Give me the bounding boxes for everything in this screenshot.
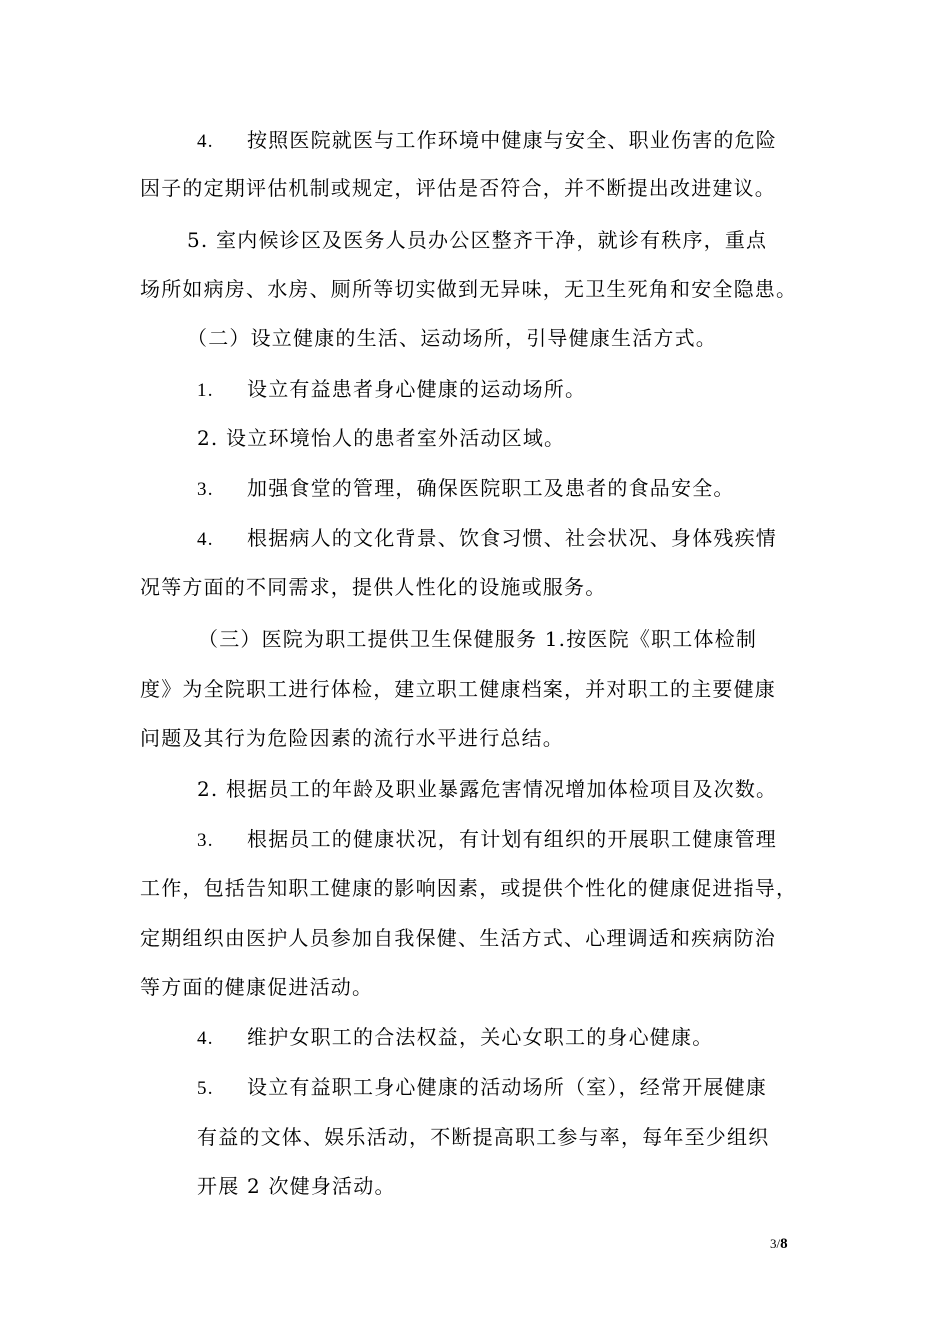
paragraph-text: （二）设立健康的生活、运动场所，引导健康生活方式。 — [187, 326, 717, 350]
item-number: 4. — [197, 1028, 214, 1049]
paragraph-text: 根据病人的文化背景、饮食习惯、社会状况、身体残疾情 — [247, 526, 777, 550]
item-s2-2 — [197, 425, 565, 451]
item-1-line-2 — [140, 175, 776, 201]
item-number: 4. — [197, 529, 214, 550]
paragraph-text: 设立有益患者身心健康的运动场所。 — [247, 377, 587, 401]
paragraph-text: 因子的定期评估机制或规定，评估是否符合，并不断提出改进建议。 — [140, 176, 776, 200]
item-1-line-1 — [197, 127, 777, 155]
section-heading-2 — [187, 325, 717, 351]
paragraph-text: 工作，包括告知职工健康的影响因素，或提供个性化的健康促进指导， — [140, 876, 798, 900]
section-heading-3-line-2 — [140, 676, 776, 702]
item-s3-2 — [197, 776, 777, 802]
section-heading-3-line-3 — [140, 725, 564, 751]
item-2-line-2 — [140, 276, 797, 302]
paragraph-text: 设立有益职工身心健康的活动场所（室），经常开展健康 — [247, 1075, 767, 1099]
item-s3-5-line-2 — [197, 1124, 769, 1150]
item-s3-4 — [197, 1024, 713, 1052]
paragraph-text: 按照医院就医与工作环境中健康与安全、职业伤害的危险 — [247, 128, 777, 152]
paragraph-text: 维护女职工的合法权益，关心女职工的身心健康。 — [247, 1025, 714, 1049]
item-s3-3-line-4 — [140, 974, 373, 1000]
paragraph-text: （三）医院为职工提供卫生保健服务 1.按医院《职工体检制 — [198, 627, 758, 651]
paragraph-text: 定期组织由医护人员参加自我保健、生活方式、心理调适和疾病防治 — [140, 926, 776, 950]
item-2-line-1 — [187, 227, 767, 253]
item-s2-1 — [197, 376, 586, 404]
paragraph-text: 场所如病房、水房、厕所等切实做到无异味，无卫生死角和安全隐患。 — [140, 277, 798, 301]
page-current: 3/ — [770, 1236, 781, 1251]
paragraph-text: 有益的文体、娱乐活动，不断提高职工参与率，每年至少组织 — [197, 1125, 770, 1149]
item-s2-4-line-2 — [140, 574, 606, 600]
item-s2-4-line-1 — [197, 525, 777, 553]
paragraph-text: 2. 根据员工的年龄及职业暴露危害情况增加体检项目及次数。 — [197, 777, 778, 801]
item-s3-5-line-3 — [197, 1173, 396, 1199]
item-s3-3-line-1 — [197, 826, 777, 854]
item-s2-3 — [197, 475, 735, 503]
paragraph-text: 5. 室内候诊区及医务人员办公区整齐干净，就诊有秩序，重点 — [187, 228, 768, 252]
paragraph-text: 加强食堂的管理，确保医院职工及患者的食品安全。 — [247, 476, 735, 500]
section-heading-3-line-1 — [198, 626, 757, 652]
item-number: 3. — [197, 479, 214, 500]
paragraph-text: 2. 设立环境怡人的患者室外活动区域。 — [197, 426, 566, 450]
paragraph-text: 根据员工的健康状况，有计划有组织的开展职工健康管理 — [247, 827, 777, 851]
item-number: 4. — [197, 131, 214, 152]
item-s3-3-line-2 — [140, 875, 797, 901]
paragraph-text: 问题及其行为危险因素的流行水平进行总结。 — [140, 726, 564, 750]
paragraph-text: 况等方面的不同需求，提供人性化的设施或服务。 — [140, 575, 607, 599]
paragraph-text: 开展 2 次健身活动。 — [197, 1174, 396, 1198]
item-number: 3. — [197, 830, 214, 851]
item-number: 1. — [197, 380, 214, 401]
item-s3-3-line-3 — [140, 925, 776, 951]
item-s3-5-line-1 — [197, 1074, 767, 1102]
page-number — [770, 1237, 788, 1251]
paragraph-text: 等方面的健康促进活动。 — [140, 975, 374, 999]
paragraph-text: 度》为全院职工进行体检，建立职工健康档案，并对职工的主要健康 — [140, 677, 776, 701]
item-number: 5. — [197, 1078, 214, 1099]
page-total: 8 — [780, 1236, 788, 1252]
